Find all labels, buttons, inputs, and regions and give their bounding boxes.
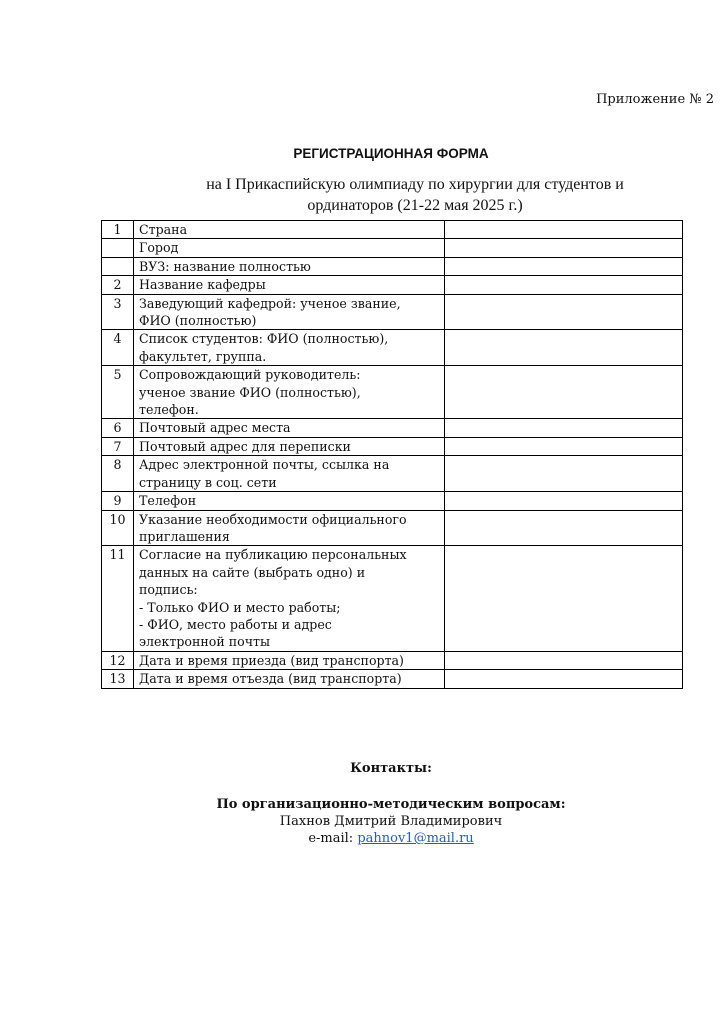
row-number (102, 257, 134, 275)
row-number: 1 (102, 221, 134, 239)
row-label-line: Почтовый адрес места (139, 420, 291, 436)
form-subtitle (150, 174, 680, 216)
row-value-field[interactable] (445, 366, 683, 419)
table-row (102, 366, 683, 419)
table-row (102, 437, 683, 455)
subtitle-line-1: на I Прикаспийскую олимпиаду по хирургии для студентов и (206, 176, 624, 193)
row-value-field[interactable] (445, 294, 683, 330)
row-value-field[interactable] (445, 510, 683, 546)
row-label-line: Заведующий кафедрой: ученое звание, (139, 295, 401, 311)
row-number: 6 (102, 419, 134, 437)
row-label-line: ФИО (полностью) (139, 313, 257, 329)
contacts-subheading: По организационно-методическим вопросам: (216, 797, 566, 812)
row-label-line: Страна (139, 222, 188, 237)
row-number: 13 (102, 670, 134, 688)
email-link[interactable]: pahnov1@mail.ru (357, 831, 474, 846)
row-number: 5 (102, 366, 134, 419)
appendix-label: Приложение № 2 (596, 92, 714, 107)
table-row (102, 257, 683, 275)
row-label (134, 294, 445, 330)
row-value-field[interactable] (445, 651, 683, 669)
row-value-field[interactable] (445, 456, 683, 492)
row-label-line: Город (139, 240, 179, 256)
row-number: 8 (102, 456, 134, 492)
table-row (102, 330, 683, 366)
form-title: РЕГИСТРАЦИОННАЯ ФОРМА (293, 146, 489, 161)
contacts-heading: Контакты: (350, 761, 432, 776)
table-row (102, 510, 683, 546)
row-label-line: факультет, группа. (139, 348, 267, 364)
row-label-line: - ФИО, место работы и адрес (139, 616, 332, 632)
row-label (134, 366, 445, 419)
contact-person-name: Пахнов Дмитрий Владимирович (279, 814, 503, 829)
table-row (102, 651, 683, 669)
row-label-line: Согласие на публикацию персональных (139, 547, 407, 563)
registration-table-body (102, 221, 683, 689)
row-label-line: ученое звание ФИО (полностью), (139, 384, 361, 400)
row-value-field[interactable] (445, 492, 683, 510)
row-label (134, 546, 445, 651)
row-value-field[interactable] (445, 670, 683, 688)
row-value-field[interactable] (445, 330, 683, 366)
row-label-line: подпись: (139, 582, 198, 598)
row-label (134, 239, 445, 257)
registration-table (101, 220, 683, 689)
row-label-line: Дата и время отъезда (вид транспорта) (139, 671, 402, 687)
row-label (134, 670, 445, 688)
table-row (102, 294, 683, 330)
row-label-line: электронной почты (139, 634, 271, 650)
row-label (134, 276, 445, 294)
row-label-line: ВУЗ: название полностью (139, 258, 311, 274)
row-label (134, 257, 445, 275)
row-label-line: Адрес электронной почты, ссылка на (139, 457, 390, 473)
row-value-field[interactable] (445, 437, 683, 455)
row-number: 3 (102, 294, 134, 330)
row-label-line: приглашения (139, 528, 230, 544)
table-row (102, 670, 683, 688)
row-label-line: Почтовый адрес для переписки (139, 438, 351, 454)
row-label-line: страницу в соц. сети (139, 474, 277, 490)
row-label-line: Список студентов: ФИО (полностью), (139, 331, 389, 347)
row-label (134, 456, 445, 492)
row-value-field[interactable] (445, 419, 683, 437)
row-number: 4 (102, 330, 134, 366)
row-value-field[interactable] (445, 257, 683, 275)
row-label-line: Название кафедры (139, 277, 266, 293)
row-label (134, 492, 445, 510)
contacts-section (0, 760, 724, 847)
table-row (102, 456, 683, 492)
table-row (102, 221, 683, 239)
table-row (102, 276, 683, 294)
row-label-line: - Только ФИО и место работы; (139, 599, 341, 615)
row-number: 2 (102, 276, 134, 294)
row-value-field[interactable] (445, 276, 683, 294)
row-label-line: телефон. (139, 402, 199, 418)
row-value-field[interactable] (445, 546, 683, 651)
row-label-line: Сопровождающий руководитель: (139, 367, 361, 383)
row-number: 10 (102, 510, 134, 546)
row-label (134, 651, 445, 669)
row-value-field[interactable] (445, 221, 683, 239)
row-value-field[interactable] (445, 239, 683, 257)
row-label (134, 330, 445, 366)
row-label-line: Дата и время приезда (вид транспорта) (139, 652, 404, 668)
row-number: 9 (102, 492, 134, 510)
row-number (102, 239, 134, 257)
table-row (102, 239, 683, 257)
row-label-line: Указание необходимости официального (139, 511, 407, 527)
contact-email-line (0, 830, 724, 847)
email-label: e-mail: (308, 831, 358, 846)
row-label-line: данных на сайте (выбрать одно) и (139, 564, 366, 580)
row-number: 11 (102, 546, 134, 651)
table-row (102, 546, 683, 651)
row-number: 7 (102, 437, 134, 455)
table-row (102, 419, 683, 437)
row-label (134, 510, 445, 546)
row-label (134, 437, 445, 455)
row-number: 12 (102, 651, 134, 669)
row-label (134, 221, 445, 239)
row-label-line: Телефон (139, 493, 197, 509)
row-label (134, 419, 445, 437)
table-row (102, 492, 683, 510)
subtitle-line-2: ординаторов (21-22 мая 2025 г.) (307, 197, 523, 214)
